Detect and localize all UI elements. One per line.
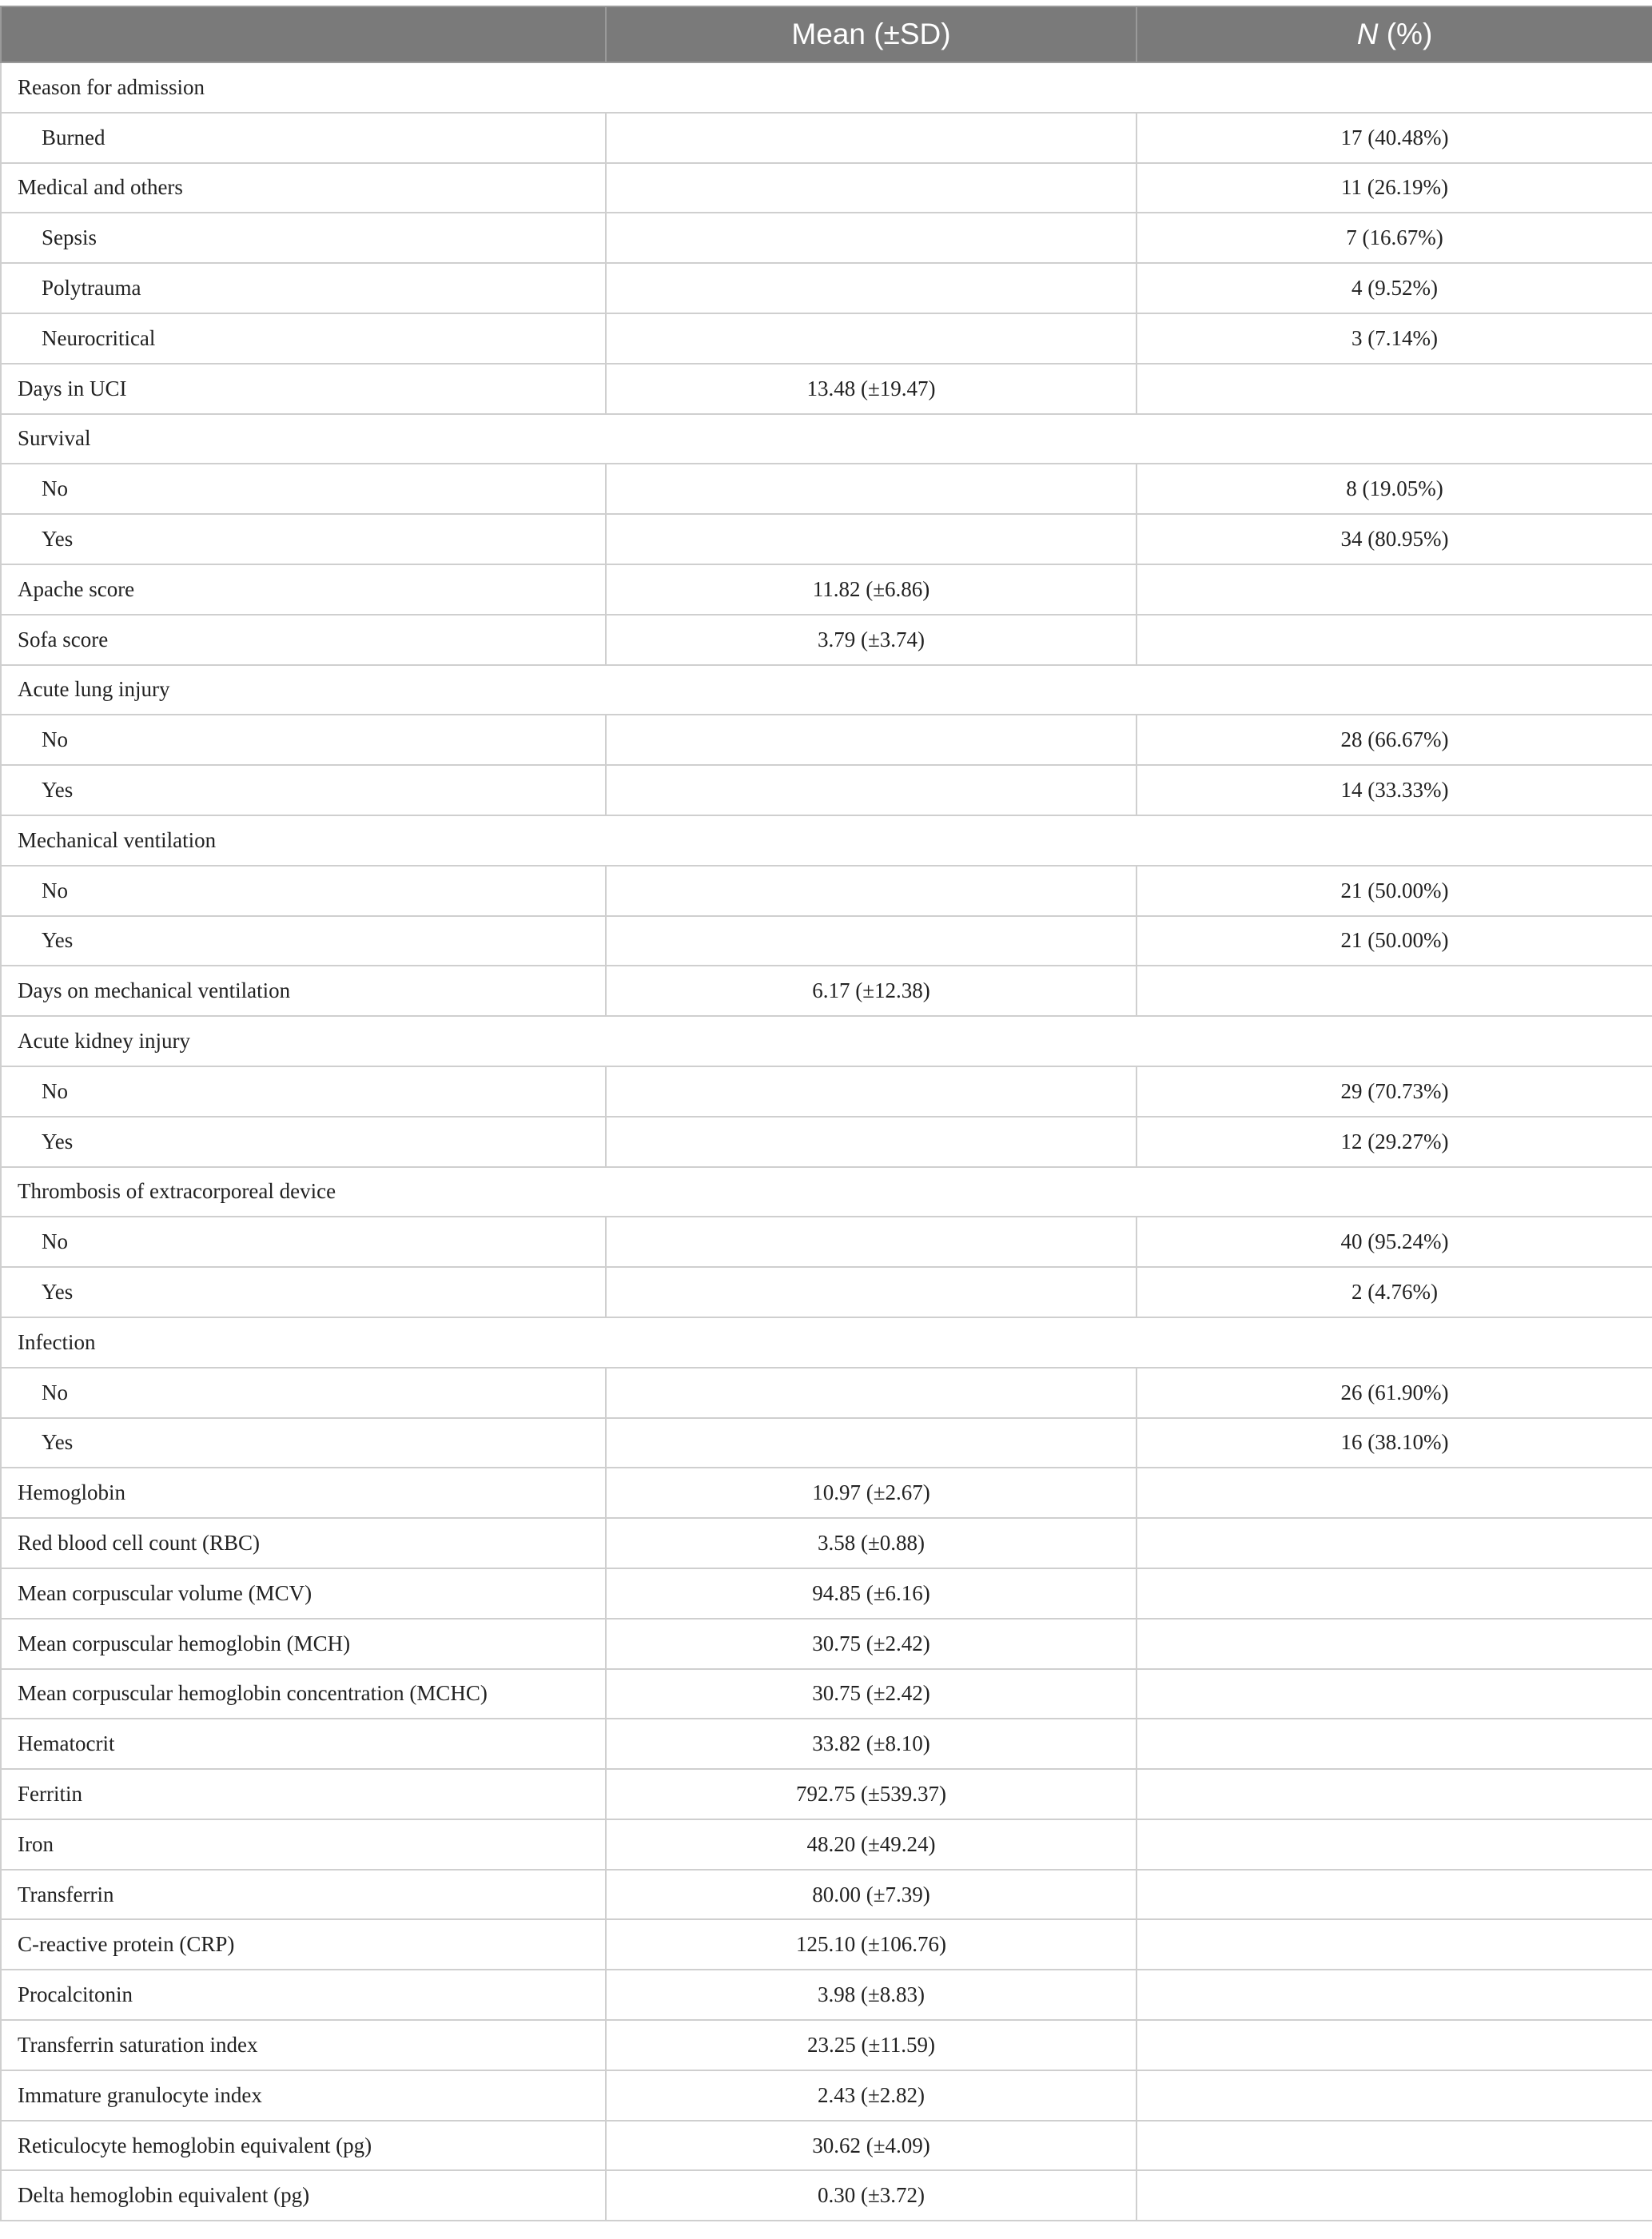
mean-sd-cell: 0.30 (±3.72) bbox=[606, 2170, 1136, 2221]
mean-sd-cell bbox=[606, 1117, 1136, 1167]
n-percent-cell: 29 (70.73%) bbox=[1136, 1066, 1652, 1117]
mean-sd-cell: 30.62 (±4.09) bbox=[606, 2121, 1136, 2171]
table-row bbox=[1, 1468, 1652, 1518]
row-label: No bbox=[1, 715, 606, 765]
mean-sd-cell: 11.82 (±6.86) bbox=[606, 564, 1136, 615]
mean-sd-cell: 792.75 (±539.37) bbox=[606, 1769, 1136, 1819]
table-row bbox=[1, 1568, 1652, 1619]
table-row bbox=[1, 163, 1652, 213]
mean-sd-cell: 23.25 (±11.59) bbox=[606, 2020, 1136, 2070]
patient-characteristics-table bbox=[0, 6, 1652, 2221]
group-label: Survival bbox=[1, 414, 1652, 464]
n-percent-cell bbox=[1136, 364, 1652, 414]
mean-sd-cell bbox=[606, 1418, 1136, 1468]
n-percent-cell bbox=[1136, 1719, 1652, 1769]
row-label: No bbox=[1, 1066, 606, 1117]
row-label: Immature granulocyte index bbox=[1, 2070, 606, 2121]
row-label: Mean corpuscular hemoglobin concentration (MCHC) bbox=[1, 1669, 606, 1719]
row-label: Yes bbox=[1, 916, 606, 966]
header-mean-sd: Mean (±SD) bbox=[606, 6, 1136, 62]
mean-sd-cell: 48.20 (±49.24) bbox=[606, 1819, 1136, 1870]
mean-sd-cell bbox=[606, 1066, 1136, 1117]
mean-sd-cell bbox=[606, 514, 1136, 564]
row-label: C-reactive protein (CRP) bbox=[1, 1919, 606, 1970]
n-percent-cell: 7 (16.67%) bbox=[1136, 213, 1652, 263]
n-percent-cell: 4 (9.52%) bbox=[1136, 263, 1652, 313]
mean-sd-cell: 33.82 (±8.10) bbox=[606, 1719, 1136, 1769]
table-row bbox=[1, 263, 1652, 313]
table-row bbox=[1, 2020, 1652, 2070]
table-row bbox=[1, 2070, 1652, 2121]
table-row bbox=[1, 1669, 1652, 1719]
table-row bbox=[1, 1870, 1652, 1920]
table-row bbox=[1, 1919, 1652, 1970]
mean-sd-cell bbox=[606, 866, 1136, 916]
table-row bbox=[1, 1267, 1652, 1317]
table-row bbox=[1, 514, 1652, 564]
table-row bbox=[1, 1518, 1652, 1568]
row-label: Delta hemoglobin equivalent (pg) bbox=[1, 2170, 606, 2221]
table-row bbox=[1, 1719, 1652, 1769]
n-percent-cell bbox=[1136, 1468, 1652, 1518]
row-label: Medical and others bbox=[1, 163, 606, 213]
table-row bbox=[1, 2121, 1652, 2171]
table-row bbox=[1, 916, 1652, 966]
n-percent-cell: 21 (50.00%) bbox=[1136, 866, 1652, 916]
row-label: Yes bbox=[1, 1418, 606, 1468]
table-row bbox=[1, 765, 1652, 815]
table-row bbox=[1, 715, 1652, 765]
mean-sd-cell: 125.10 (±106.76) bbox=[606, 1919, 1136, 1970]
table-row bbox=[1, 1117, 1652, 1167]
mean-sd-cell bbox=[606, 715, 1136, 765]
table-row bbox=[1, 1619, 1652, 1669]
table-row bbox=[1, 2170, 1652, 2221]
mean-sd-cell: 80.00 (±7.39) bbox=[606, 1870, 1136, 1920]
n-percent-cell bbox=[1136, 1870, 1652, 1920]
row-label: Procalcitonin bbox=[1, 1970, 606, 2020]
table-group-row bbox=[1, 1016, 1652, 1066]
table-row bbox=[1, 1769, 1652, 1819]
table-group-row bbox=[1, 1167, 1652, 1217]
table-row bbox=[1, 564, 1652, 615]
table-row bbox=[1, 113, 1652, 163]
row-label: No bbox=[1, 866, 606, 916]
mean-sd-cell bbox=[606, 1217, 1136, 1267]
group-label: Thrombosis of extracorporeal device bbox=[1, 1167, 1652, 1217]
mean-sd-cell: 6.17 (±12.38) bbox=[606, 966, 1136, 1016]
mean-sd-cell: 3.58 (±0.88) bbox=[606, 1518, 1136, 1568]
row-label: Yes bbox=[1, 1117, 606, 1167]
n-percent-cell: 40 (95.24%) bbox=[1136, 1217, 1652, 1267]
n-percent-cell: 28 (66.67%) bbox=[1136, 715, 1652, 765]
header-n-italic: N bbox=[1356, 18, 1379, 50]
n-percent-cell bbox=[1136, 2170, 1652, 2221]
row-label: Mean corpuscular volume (MCV) bbox=[1, 1568, 606, 1619]
row-label: Yes bbox=[1, 765, 606, 815]
table-row bbox=[1, 364, 1652, 414]
header-variable bbox=[1, 6, 606, 62]
table-group-row bbox=[1, 1317, 1652, 1368]
n-percent-cell: 8 (19.05%) bbox=[1136, 464, 1652, 514]
n-percent-cell bbox=[1136, 615, 1652, 665]
mean-sd-cell: 2.43 (±2.82) bbox=[606, 2070, 1136, 2121]
n-percent-cell bbox=[1136, 1819, 1652, 1870]
row-label: Hematocrit bbox=[1, 1719, 606, 1769]
row-label: No bbox=[1, 464, 606, 514]
group-label: Reason for admission bbox=[1, 62, 1652, 113]
header-n-percent bbox=[1136, 6, 1652, 62]
mean-sd-cell: 3.98 (±8.83) bbox=[606, 1970, 1136, 2020]
row-label: Days in UCI bbox=[1, 364, 606, 414]
row-label: Polytrauma bbox=[1, 263, 606, 313]
row-label: Sofa score bbox=[1, 615, 606, 665]
group-label: Acute kidney injury bbox=[1, 1016, 1652, 1066]
mean-sd-cell bbox=[606, 163, 1136, 213]
row-label: Transferrin saturation index bbox=[1, 2020, 606, 2070]
row-label: No bbox=[1, 1217, 606, 1267]
group-label: Infection bbox=[1, 1317, 1652, 1368]
table-row bbox=[1, 615, 1652, 665]
n-percent-cell bbox=[1136, 1619, 1652, 1669]
mean-sd-cell bbox=[606, 213, 1136, 263]
row-label: Yes bbox=[1, 514, 606, 564]
n-percent-cell bbox=[1136, 1919, 1652, 1970]
header-row bbox=[1, 6, 1652, 62]
table-row bbox=[1, 1970, 1652, 2020]
table-row bbox=[1, 1217, 1652, 1267]
mean-sd-cell bbox=[606, 113, 1136, 163]
data-table-container bbox=[0, 6, 1652, 2221]
n-percent-cell: 17 (40.48%) bbox=[1136, 113, 1652, 163]
n-percent-cell bbox=[1136, 2121, 1652, 2171]
row-label: No bbox=[1, 1368, 606, 1418]
table-group-row bbox=[1, 414, 1652, 464]
mean-sd-cell bbox=[606, 916, 1136, 966]
n-percent-cell bbox=[1136, 1518, 1652, 1568]
mean-sd-cell bbox=[606, 1267, 1136, 1317]
n-percent-cell bbox=[1136, 2070, 1652, 2121]
table-row bbox=[1, 313, 1652, 364]
row-label: Apache score bbox=[1, 564, 606, 615]
mean-sd-cell: 94.85 (±6.16) bbox=[606, 1568, 1136, 1619]
mean-sd-cell bbox=[606, 313, 1136, 364]
row-label: Burned bbox=[1, 113, 606, 163]
table-row bbox=[1, 1066, 1652, 1117]
n-percent-cell: 21 (50.00%) bbox=[1136, 916, 1652, 966]
table-body bbox=[1, 62, 1652, 2221]
row-label: Reticulocyte hemoglobin equivalent (pg) bbox=[1, 2121, 606, 2171]
n-percent-cell: 11 (26.19%) bbox=[1136, 163, 1652, 213]
row-label: Transferrin bbox=[1, 1870, 606, 1920]
group-label: Acute lung injury bbox=[1, 665, 1652, 715]
n-percent-cell: 12 (29.27%) bbox=[1136, 1117, 1652, 1167]
n-percent-cell: 26 (61.90%) bbox=[1136, 1368, 1652, 1418]
n-percent-cell bbox=[1136, 1769, 1652, 1819]
row-label: Neurocritical bbox=[1, 313, 606, 364]
n-percent-cell: 16 (38.10%) bbox=[1136, 1418, 1652, 1468]
n-percent-cell: 2 (4.76%) bbox=[1136, 1267, 1652, 1317]
table-row bbox=[1, 464, 1652, 514]
table-group-row bbox=[1, 815, 1652, 866]
n-percent-cell bbox=[1136, 1669, 1652, 1719]
table-row bbox=[1, 1819, 1652, 1870]
mean-sd-cell bbox=[606, 464, 1136, 514]
n-percent-cell: 14 (33.33%) bbox=[1136, 765, 1652, 815]
table-row bbox=[1, 866, 1652, 916]
table-row bbox=[1, 1368, 1652, 1418]
header-percent: (%) bbox=[1378, 18, 1433, 50]
table-group-row bbox=[1, 665, 1652, 715]
mean-sd-cell: 30.75 (±2.42) bbox=[606, 1669, 1136, 1719]
row-label: Mean corpuscular hemoglobin (MCH) bbox=[1, 1619, 606, 1669]
mean-sd-cell: 3.79 (±3.74) bbox=[606, 615, 1136, 665]
mean-sd-cell bbox=[606, 263, 1136, 313]
mean-sd-cell: 10.97 (±2.67) bbox=[606, 1468, 1136, 1518]
table-row bbox=[1, 1418, 1652, 1468]
row-label: Hemoglobin bbox=[1, 1468, 606, 1518]
n-percent-cell: 34 (80.95%) bbox=[1136, 514, 1652, 564]
n-percent-cell bbox=[1136, 1568, 1652, 1619]
group-label: Mechanical ventilation bbox=[1, 815, 1652, 866]
mean-sd-cell bbox=[606, 765, 1136, 815]
table-row bbox=[1, 213, 1652, 263]
mean-sd-cell: 13.48 (±19.47) bbox=[606, 364, 1136, 414]
n-percent-cell bbox=[1136, 1970, 1652, 2020]
n-percent-cell: 3 (7.14%) bbox=[1136, 313, 1652, 364]
row-label: Yes bbox=[1, 1267, 606, 1317]
row-label: Red blood cell count (RBC) bbox=[1, 1518, 606, 1568]
n-percent-cell bbox=[1136, 564, 1652, 615]
mean-sd-cell bbox=[606, 1368, 1136, 1418]
table-group-row bbox=[1, 62, 1652, 113]
row-label: Sepsis bbox=[1, 213, 606, 263]
mean-sd-cell: 30.75 (±2.42) bbox=[606, 1619, 1136, 1669]
table-row bbox=[1, 966, 1652, 1016]
row-label: Days on mechanical ventilation bbox=[1, 966, 606, 1016]
n-percent-cell bbox=[1136, 2020, 1652, 2070]
row-label: Ferritin bbox=[1, 1769, 606, 1819]
table-header bbox=[1, 6, 1652, 62]
row-label: Iron bbox=[1, 1819, 606, 1870]
n-percent-cell bbox=[1136, 966, 1652, 1016]
